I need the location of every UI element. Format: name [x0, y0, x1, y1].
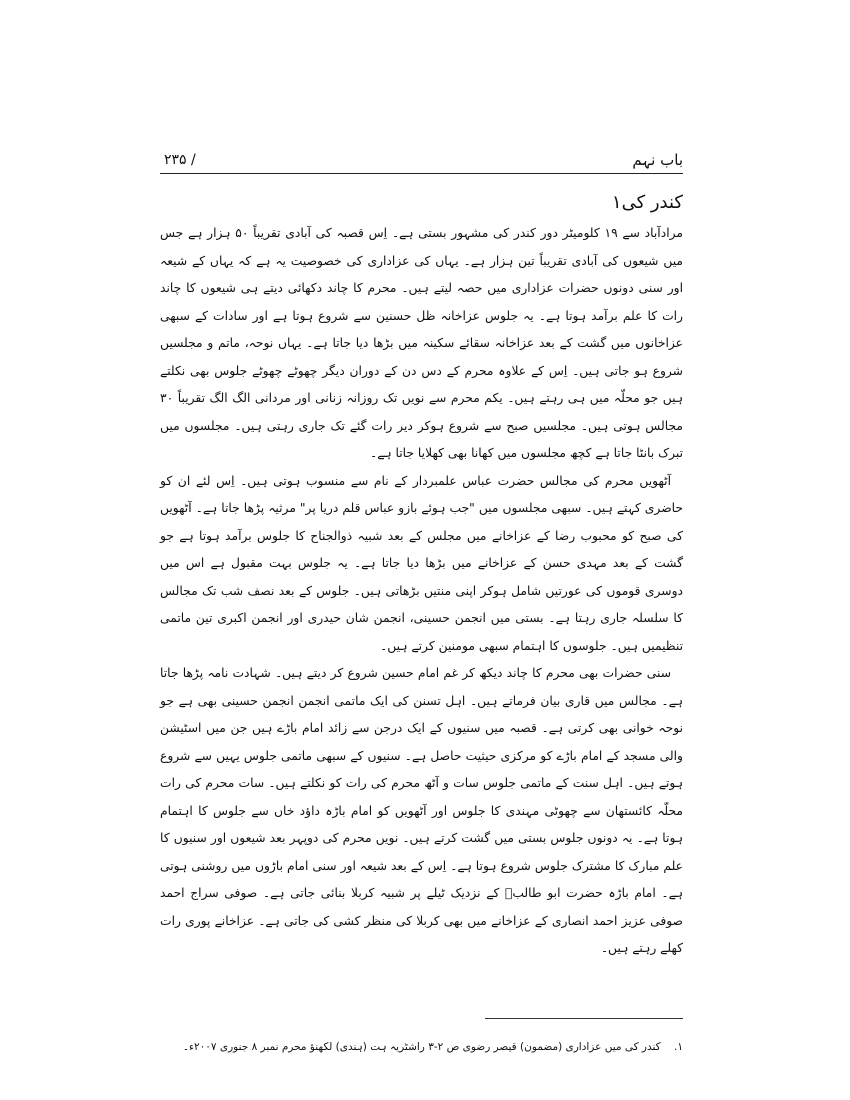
running-header	[160, 150, 683, 172]
paragraph-1: مرادآباد سے ۱۹ کلومیٹر دور کندر کی مشہور بستی ہے۔ اِس قصبہ کی آبادی تقریباً ۵۰ ہزار ہے جس میں شیعوں کی آبادی تقریباً تین ہزار ہے۔ یہاں کی عزاداری کی خصوصیت یہ ہے کہ یہاں کے شیعہ اور سنی دونوں حضرات عزاداری میں حصہ لیتے ہیں۔ محرم کا چاند دکھائی دیتے ہی شیعوں کا چاند رات کا علم برآمد ہوتا ہے۔ یہ جلوس عزاخانہ ظل حسنین سے شروع ہوتا ہے اور سادات کے سبھی عزاخانوں میں گشت کے بعد عزاخانہ سقائے سکینہ میں بڑھا دیا جاتا ہے۔ یہاں نوحہ، ماتم و مجلسیں شروع ہو جاتی ہیں۔ اِس کے علاوہ محرم کے دس دن کے دوران دیگر چھوٹے چھوٹے جلوس بھی نکلتے ہیں جو محلّہ میں ہی رہتے ہیں۔ یکم محرم سے نویں تک روزانہ زنانی اور مردانی الگ الگ تقریباً ۳۰ مجالس ہوتی ہیں۔ مجلسیں صبح سے شروع ہوکر دیر رات گئے تک جاری رہتی ہیں۔ مجلسوں میں تبرک بانٹا جاتا ہے کچھ مجلسوں میں کھانا بھی کھلایا جاتا ہے۔	[160, 226, 683, 460]
footnote-text: کندر کی میں عزاداری (مضمون) قیصر رضوی ص ۲-۳ راشٹریہ ہت (ہندی) لکھنؤ محرم نمبر ۸ جنوری ۲۰۰۷ء۔	[182, 1041, 661, 1053]
header-chapter-title: باب نہم	[632, 151, 683, 169]
footnote-marker: ۱.	[674, 1041, 683, 1053]
paragraph-3: سنی حضرات بھی محرم کا چاند دیکھ کر غم امام حسین شروع کر دیتے ہیں۔ شہادت نامہ پڑھا جاتا ہے۔ مجالس میں قاری بیان فرماتے ہیں۔ اہل تسنن کی ایک ماتمی انجمن انجمن حسینی بھی ہے جو نوحہ خوانی بھی کرتی ہے۔ قصبہ میں سنیوں کے ایک درجن سے زائد امام باڑے ہیں جن میں اسٹیشن والی مسجد کے امام باڑے کو مرکزی حیثیت حاصل ہے۔ سنیوں کے سبھی ماتمی جلوس یہیں سے شروع ہوتے ہیں۔ اہل سنت کے ماتمی جلوس سات و آٹھ محرم کی رات کو نکلتے ہیں۔ سات محرم کی رات محلّہ کائستھان سے چھوٹی مہندی کا جلوس اور آٹھویں کو امام باڑہ داؤد خاں سے جلوس کا اہتمام ہوتا ہے۔ یہ دونوں جلوس بستی میں گشت کرتے ہیں۔ نویں محرم کی دوپہر بعد شیعوں اور سنیوں کا علم مبارک کا مشترک جلوس شروع ہوتا ہے۔ اِس کے بعد شیعہ اور سنی امام باڑوں میں روشنی ہوتی ہے۔ امام باڑہ حضرت ابو طالبؑ کے نزدیک ٹیلے پر شبیہ کربلا بنائی جاتی ہے۔ صوفی سراج احمد صوفی عزیز احمد انصاری کے عزاخانے میں بھی کربلا کی منظر کشی کی جاتی ہے۔ عزاخانے پوری رات کھلے رہتے ہیں۔	[160, 666, 683, 955]
paragraph-2: آٹھویں محرم کی مجالس حضرت عباس علمبردار کے نام سے منسوب ہوتی ہیں۔ اِس لئے ان کو حاضری کہتے ہیں۔ سبھی مجلسوں میں "جب ہوئے بازو عباس قلم دریا پر" مرثیہ پڑھا جاتا ہے۔ آٹھویں کی صبح کو محبوب رضا کے عزاخانے میں مجلس کے بعد شبیہ ذوالجناح کا جلوس برآمد ہوتا ہے جو گشت کے بعد مہدی حسن کے عزاخانے میں بڑھا دیا جاتا ہے۔ یہ جلوس بہت مقبول ہے اس میں دوسری قوموں کی عورتیں شامل ہوکر اپنی منتیں بڑھاتی ہیں۔ جلوس کے بعد نصف شب تک مجالس کا سلسلہ جاری رہتا ہے۔ بستی میں انجمن حسینی، انجمن شان حیدری اور انجمن اکبری تین ماتمی تنظیمیں ہیں۔ جلوسوں کا اہتمام سبھی مومنین کرتے ہیں۔	[160, 473, 683, 653]
footnote-rule	[485, 1018, 683, 1019]
header-page-number: ۲۳۵ /	[164, 152, 196, 168]
footnote	[160, 1038, 683, 1056]
header-rule	[160, 173, 683, 174]
body-text	[160, 188, 683, 963]
section-heading: کندر کی۱	[611, 192, 683, 213]
